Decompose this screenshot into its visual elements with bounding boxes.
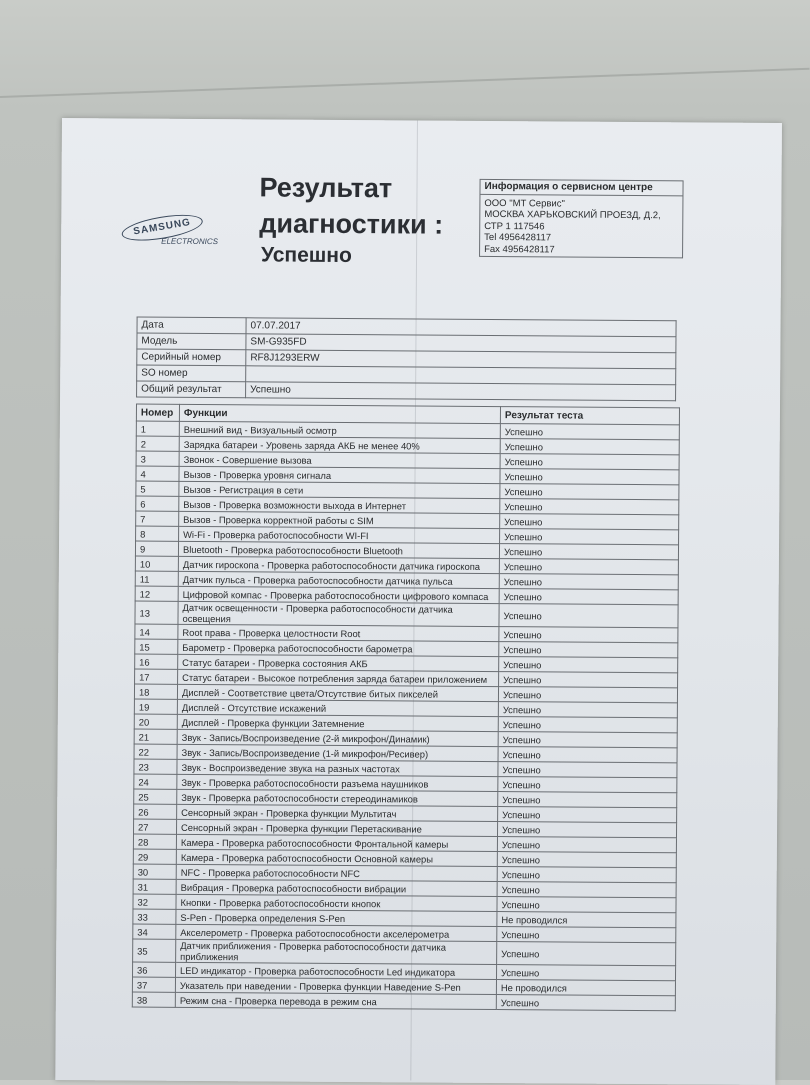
row-function: NFC - Проверка работоспособности NFC [176, 864, 497, 881]
row-result: Успешно [497, 867, 676, 883]
row-number: 30 [133, 864, 176, 879]
service-center-box [479, 179, 684, 258]
row-function: Статус батареи - Проверка состояния АКБ [178, 654, 499, 671]
row-number: 24 [134, 774, 177, 789]
page-title [259, 169, 443, 242]
row-result: Успешно [499, 574, 678, 590]
row-number: 3 [136, 451, 179, 466]
row-function: Звук - Воспроизведение звука на разных частотах [177, 759, 498, 776]
row-function: Указатель при наведении - Проверка функции Наведение S-Pen [175, 977, 496, 994]
row-number: 12 [135, 586, 178, 601]
row-number: 35 [133, 939, 176, 962]
row-function: Датчик пульса - Проверка работоспособности датчика пульса [178, 571, 499, 588]
row-result: Успешно [499, 604, 678, 628]
row-result: Успешно [500, 439, 679, 455]
row-function: Звонок - Совершение вызова [179, 451, 500, 468]
row-number: 19 [134, 699, 177, 714]
row-number: 1 [136, 421, 179, 436]
row-number: 14 [135, 624, 178, 639]
row-number: 17 [135, 669, 178, 684]
service-line: Tel 4956428117 [484, 231, 552, 244]
table-row [133, 939, 676, 966]
info-value: Успешно [246, 382, 676, 401]
row-function: Датчик гироскопа - Проверка работоспособности датчика гироскопа [178, 556, 499, 573]
row-number: 11 [135, 571, 178, 586]
row-function: Акселерометр - Проверка работоспособности акселерометра [176, 924, 497, 941]
row-function: Звук - Запись/Воспроизведение (1-й микрофон/Ресивер) [177, 744, 498, 761]
row-result: Успешно [500, 484, 679, 500]
row-number: 34 [133, 924, 176, 939]
desk-edge [0, 68, 810, 98]
row-number: 31 [133, 879, 176, 894]
row-number: 7 [136, 511, 179, 526]
row-function: Вызов - Проверка возможности выхода в Интернет [179, 496, 500, 513]
info-label: Дата [137, 317, 246, 334]
diagnostic-report-sheet [55, 118, 782, 1085]
header-result: Результат теста [500, 407, 679, 425]
row-number: 28 [133, 834, 176, 849]
table-row [135, 601, 678, 628]
row-function: Внешний вид - Визуальный осмотр [179, 421, 500, 438]
row-function: Звук - Проверка работоспособности стереодинамиков [177, 789, 498, 806]
info-value: RF8J1293ERW [246, 350, 676, 369]
row-function: Вызов - Проверка уровня сигнала [179, 466, 500, 483]
row-result: Успешно [500, 529, 679, 545]
row-result: Успешно [500, 499, 679, 515]
info-label: Общий результат [137, 381, 246, 398]
info-label: SO номер [137, 365, 246, 382]
row-function: Дисплей - Отсутствие искажений [177, 699, 498, 716]
row-result: Успешно [498, 702, 677, 718]
row-function: Bluetooth - Проверка работоспособности Bluetooth [178, 541, 499, 558]
row-function: Вызов - Проверка корректной работы с SIM [179, 511, 500, 528]
row-function: Дисплей - Проверка функции Затемнение [177, 714, 498, 731]
row-function: Статус батареи - Высокое потребления заряда батареи приложением [178, 669, 499, 686]
row-function: Датчик освещенности - Проверка работоспособности датчика освещения [178, 601, 499, 626]
row-result: Успешно [499, 589, 678, 605]
row-number: 29 [133, 849, 176, 864]
row-result: Не проводился [497, 912, 676, 928]
table-row [132, 992, 675, 1011]
row-result: Успешно [499, 642, 678, 658]
info-value: SM-G935FD [246, 334, 676, 353]
service-line: ООО "МТ Сервис" [484, 197, 565, 210]
info-row [137, 381, 676, 401]
row-function: Зарядка батареи - Уровень заряда АКБ не менее 40% [179, 436, 500, 453]
overall-status: Успешно [260, 243, 352, 268]
row-function: Цифровой компас - Проверка работоспособности цифрового компаса [178, 586, 499, 603]
row-result: Успешно [497, 927, 676, 943]
row-result: Успешно [496, 995, 675, 1011]
info-label: Модель [137, 333, 246, 350]
service-line: СТР 1 117546 [484, 220, 545, 232]
row-function: Датчик приближения - Проверка работоспособности датчика приближения [176, 939, 497, 964]
samsung-logo [121, 216, 218, 246]
row-number: 27 [134, 819, 177, 834]
row-number: 8 [136, 526, 179, 541]
row-number: 23 [134, 759, 177, 774]
row-function: Звук - Проверка работоспособности разъема наушников [177, 774, 498, 791]
row-number: 13 [135, 601, 178, 624]
info-value: 07.07.2017 [246, 318, 676, 337]
row-result: Успешно [498, 747, 677, 763]
row-function: LED индикатор - Проверка работоспособности Led индикатора [176, 962, 497, 979]
row-number: 18 [134, 684, 177, 699]
row-function: Режим сна - Проверка перевода в режим сна [175, 992, 496, 1009]
row-result: Успешно [497, 882, 676, 898]
row-result: Успешно [498, 762, 677, 778]
row-function: Дисплей - Соответствие цвета/Отсутствие битых пикселей [177, 684, 498, 701]
row-number: 4 [136, 466, 179, 481]
row-result: Успешно [498, 732, 677, 748]
row-result: Успешно [500, 469, 679, 485]
row-function: Сенсорный экран - Проверка функции Перетаскивание [177, 819, 498, 836]
row-function: Root права - Проверка целостности Root [178, 624, 499, 641]
row-number: 26 [134, 804, 177, 819]
row-number: 9 [135, 541, 178, 556]
row-result: Успешно [497, 822, 676, 838]
row-result: Успешно [499, 559, 678, 575]
row-function: Камера - Проверка работоспособности Фронтальной камеры [176, 834, 497, 851]
row-number: 20 [134, 714, 177, 729]
row-result: Успешно [498, 807, 677, 823]
row-function: Барометр - Проверка работоспособности барометра [178, 639, 499, 656]
row-function: Камера - Проверка работоспособности Основной камеры [176, 849, 497, 866]
row-function: Wi-Fi - Проверка работоспособности WI-FI [179, 526, 500, 543]
header-functions: Функции [179, 404, 500, 423]
title-line-2: диагностики : [259, 208, 444, 240]
row-number: 36 [133, 962, 176, 977]
row-result: Успешно [498, 792, 677, 808]
row-result: Успешно [496, 965, 675, 981]
logo-sub: ELECTRONICS [161, 236, 219, 247]
row-result: Успешно [499, 627, 678, 643]
row-result: Успешно [498, 717, 677, 733]
row-function: S-Pen - Проверка определения S-Pen [176, 909, 497, 926]
row-result: Успешно [497, 897, 676, 913]
title-line-1: Результат [259, 172, 393, 204]
header-number: Номер [136, 404, 179, 421]
row-function: Вызов - Регистрация в сети [179, 481, 500, 498]
row-number: 21 [134, 729, 177, 744]
row-result: Успешно [498, 687, 677, 703]
row-function: Кнопки - Проверка работоспособности кнопок [176, 894, 497, 911]
row-result: Успешно [499, 657, 678, 673]
row-number: 16 [135, 654, 178, 669]
row-number: 33 [133, 909, 176, 924]
service-line: МОСКВА ХАРЬКОВСКИЙ ПРОЕЗД, Д.2, [484, 208, 661, 222]
row-number: 32 [133, 894, 176, 909]
row-number: 25 [134, 789, 177, 804]
row-function: Вибрация - Проверка работоспособности вибрации [176, 879, 497, 896]
service-center-header: Информация о сервисном центре [480, 180, 682, 196]
row-number: 5 [136, 481, 179, 496]
row-result: Успешно [498, 777, 677, 793]
row-number: 10 [135, 556, 178, 571]
test-results-table [132, 404, 680, 1012]
device-info-table [136, 317, 677, 402]
row-result: Не проводился [496, 980, 675, 996]
info-label: Серийный номер [137, 349, 246, 366]
row-result: Успешно [497, 837, 676, 853]
row-result: Успешно [497, 852, 676, 868]
row-number: 22 [134, 744, 177, 759]
row-result: Успешно [499, 544, 678, 560]
row-function: Сенсорный экран - Проверка функции Мультитач [177, 804, 498, 821]
row-number: 2 [136, 436, 179, 451]
row-result: Успешно [500, 514, 679, 530]
row-result: Успешно [497, 942, 676, 966]
row-number: 37 [132, 977, 175, 992]
row-number: 38 [132, 992, 175, 1007]
row-result: Успешно [500, 454, 679, 470]
row-result: Успешно [500, 424, 679, 440]
row-result: Успешно [499, 672, 678, 688]
row-number: 15 [135, 639, 178, 654]
row-number: 6 [136, 496, 179, 511]
row-function: Звук - Запись/Воспроизведение (2-й микрофон/Динамик) [177, 729, 498, 746]
service-line: Fax 4956428117 [484, 243, 555, 255]
logo-brand: SAMSUNG [120, 210, 205, 245]
